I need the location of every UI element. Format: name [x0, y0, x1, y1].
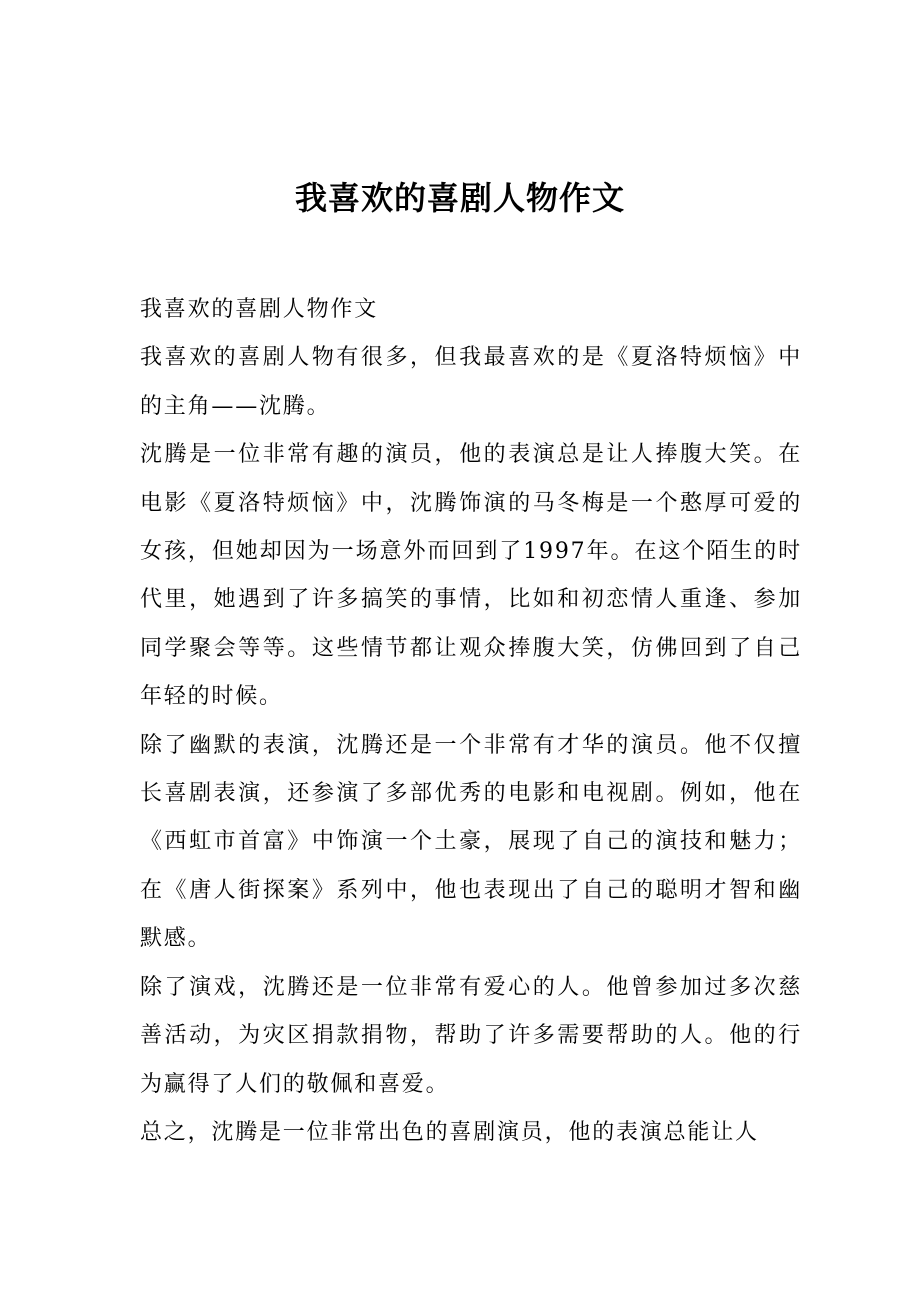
paragraph-talent: 除了幽默的表演，沈腾还是一个非常有才华的演员。他不仅擅长喜剧表演，还参演了多部优秀的电影和电视剧。例如，他在《西虹市首富》中饰演一个土豪，展现了自己的演技和魅力；在《唐人街探案》系列中，他也表现出了自己的聪明才智和幽默感。 — [140, 732, 802, 952]
paragraph-subtitle: 我喜欢的喜剧人物作文 — [140, 297, 379, 322]
paragraph-conclusion: 总之，沈腾是一位非常出色的喜剧演员，他的表演总能让人 — [140, 1119, 759, 1145]
paragraph-charity: 除了演戏，沈腾还是一位非常有爱心的人。他曾参加过多次慈善活动，为灾区捐款捐物，帮助了许多需要帮助的人。他的行为赢得了人们的敬佩和喜爱。 — [140, 974, 802, 1097]
paragraph-performance: 沈腾是一位非常有趣的演员，他的表演总是让人捧腹大笑。在电影《夏洛特烦恼》中，沈腾饰演的马冬梅是一个憨厚可爱的女孩，但她却因为一场意外而回到了1997年。在这个陌生的时代里，她遇到了许多搞笑的事情，比如和初恋情人重逢、参加同学聚会等等。这些情节都让观众捧腹大笑，仿佛回到了自己年轻的时候。 — [140, 442, 802, 710]
paragraph-intro: 我喜欢的喜剧人物有很多，但我最喜欢的是《夏洛特烦恼》中的主角——沈腾。 — [140, 345, 802, 419]
document-title: 我喜欢的喜剧人物作文 — [294, 179, 625, 217]
document-body — [140, 286, 802, 1157]
